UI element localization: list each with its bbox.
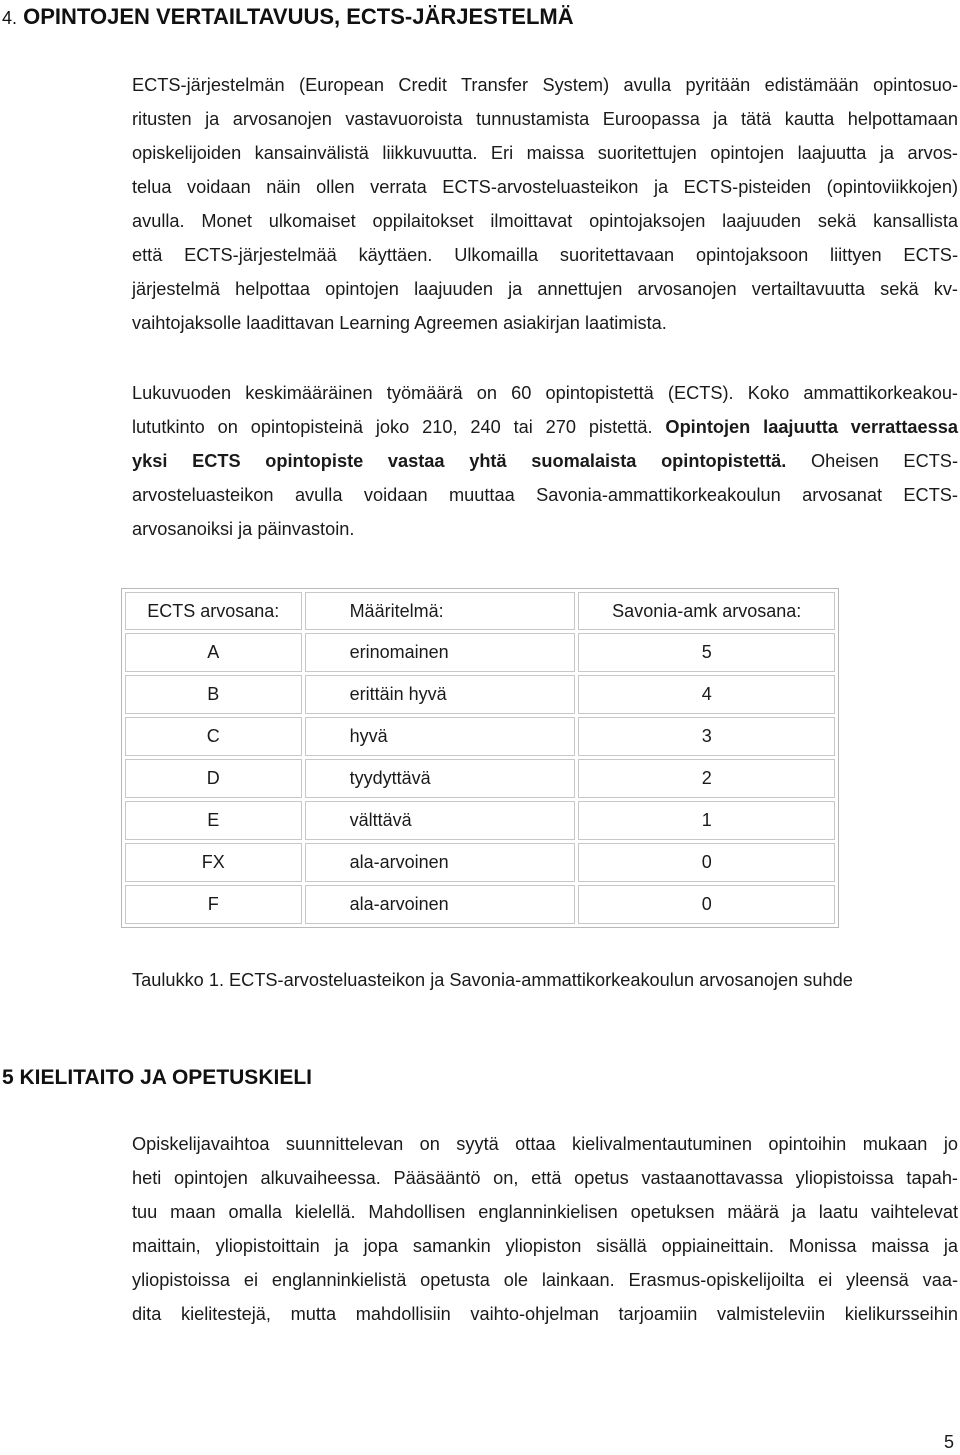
table-cell: A (125, 633, 302, 672)
text-normal: lututkinto on opintopisteinä joko 210, 240 tai 270 pistettä. (132, 417, 666, 437)
paragraph-line: Opiskelijavaihtoa suunnittelevan on syytä ottaa kielivalmentautuminen opintoihin mukaan jo (132, 1134, 958, 1154)
paragraph-line: avulla. Monet ulkomaiset oppilaitokset ilmoittavat opintojaksojen laajuuden sekä kansallista (132, 211, 958, 231)
paragraph-line: ECTS-järjestelmän (European Credit Transfer System) avulla pyritään edistämään opintosuo- (132, 75, 958, 95)
paragraph-line: telua voidaan näin ollen verrata ECTS-arvosteluasteikon ja ECTS-pisteiden (opintoviikkojen) (132, 177, 958, 197)
paragraph-line (132, 410, 958, 444)
table-cell: F (125, 885, 302, 924)
paragraph-line: heti opintojen alkuvaiheessa. Pääsääntö on, että opetus vastaanottavassa yliopistoissa tapah- (132, 1168, 958, 1188)
table-header-cell: Savonia-amk arvosana: (578, 592, 835, 630)
table-cell: E (125, 801, 302, 840)
section-number: 4. (2, 8, 18, 28)
table-header-cell: ECTS arvosana: (125, 592, 302, 630)
table-cell: 3 (578, 717, 835, 756)
table-cell: 1 (578, 801, 835, 840)
table-cell: 0 (578, 885, 835, 924)
paragraph-line: dita kielitestejä, mutta mahdollisiin vaihto-ohjelman tarjoamiin valmisteleviin kielikursseihin (132, 1304, 958, 1324)
grade-conversion-table (121, 588, 839, 928)
text-bold: Opintojen laajuutta verrattaessa (665, 417, 958, 437)
paragraph-line: arvosanoiksi ja päinvastoin. (132, 519, 355, 539)
paragraph-line: että ECTS-järjestelmää käyttäen. Ulkomailla suoritettavaan opintojaksoon liittyen ECTS- (132, 245, 958, 265)
text-bold: yksi ECTS opintopiste vastaa yhtä suomalaista opintopistettä. (132, 451, 787, 471)
table-row (125, 801, 835, 840)
paragraph-line: tuu maan omalla kielellä. Mahdollisen englanninkielisen opetuksen määrä ja laatu vaihtelevat (132, 1202, 958, 1222)
table-cell: hyvä (305, 717, 576, 756)
table-cell: 2 (578, 759, 835, 798)
table-cell: tyydyttävä (305, 759, 576, 798)
table-cell: D (125, 759, 302, 798)
paragraph-line: opiskelijoiden kansainvälistä liikkuvuutta. Eri maissa suoritettujen opintojen laajuutta ja arvos- (132, 143, 958, 163)
paragraph-line: järjestelmä helpottaa opintojen laajuuden ja annettujen arvosanojen vertailtavuutta sekä kv- (132, 279, 958, 299)
table-row (125, 759, 835, 798)
table-header-cell: Määritelmä: (305, 592, 576, 630)
paragraph-line: Lukuvuoden keskimääräinen työmäärä on 60 opintopistettä (ECTS). Koko ammattikorkeakou- (132, 383, 958, 403)
table-row (125, 885, 835, 924)
paragraph-line: ritusten ja arvosanojen vastavuoroista tunnustamista Euroopassa ja tätä kautta helpottamaan (132, 109, 958, 129)
paragraph-language (132, 1127, 958, 1331)
table-cell: erinomainen (305, 633, 576, 672)
page-number: 5 (943, 1432, 954, 1452)
table-row (125, 843, 835, 882)
table-cell: ala-arvoinen (305, 885, 576, 924)
paragraph-line (132, 444, 958, 478)
table-header-row (125, 592, 835, 630)
section-title: OPINTOJEN VERTAILTAVUUS, ECTS-JÄRJESTELMÄ (23, 4, 574, 29)
paragraph-workload (132, 376, 958, 546)
table-row (125, 675, 835, 714)
table-caption: Taulukko 1. ECTS-arvosteluasteikon ja Savonia-ammattikorkeakoulun arvosanojen suhde (132, 970, 853, 990)
paragraph-line: vaihtojaksolle laadittavan Learning Agreemen asiakirjan laatimista. (132, 313, 667, 333)
table-row (125, 633, 835, 672)
table-cell: välttävä (305, 801, 576, 840)
paragraph-ects-intro (132, 68, 958, 340)
table-cell: 5 (578, 633, 835, 672)
table-cell: FX (125, 843, 302, 882)
text-normal: Oheisen ECTS- (786, 451, 958, 471)
table-cell: 4 (578, 675, 835, 714)
table-cell: 0 (578, 843, 835, 882)
table-cell: B (125, 675, 302, 714)
table-cell: C (125, 717, 302, 756)
paragraph-line: arvosteluasteikon avulla voidaan muuttaa Savonia-ammattikorkeakoulun arvosanat ECTS- (132, 485, 958, 505)
section-heading-4 (2, 4, 574, 30)
section-heading-5: 5 KIELITAITO JA OPETUSKIELI (2, 1066, 312, 1089)
table-row (125, 717, 835, 756)
paragraph-line: maittain, yliopistoittain ja jopa samankin yliopiston sisällä oppiaineittain. Monissa maissa ja (132, 1236, 958, 1256)
table-cell: ala-arvoinen (305, 843, 576, 882)
table-cell: erittäin hyvä (305, 675, 576, 714)
paragraph-line: yliopistoissa ei englanninkielistä opetusta ole lainkaan. Erasmus-opiskelijoilta ei yleensä vaa- (132, 1270, 958, 1290)
